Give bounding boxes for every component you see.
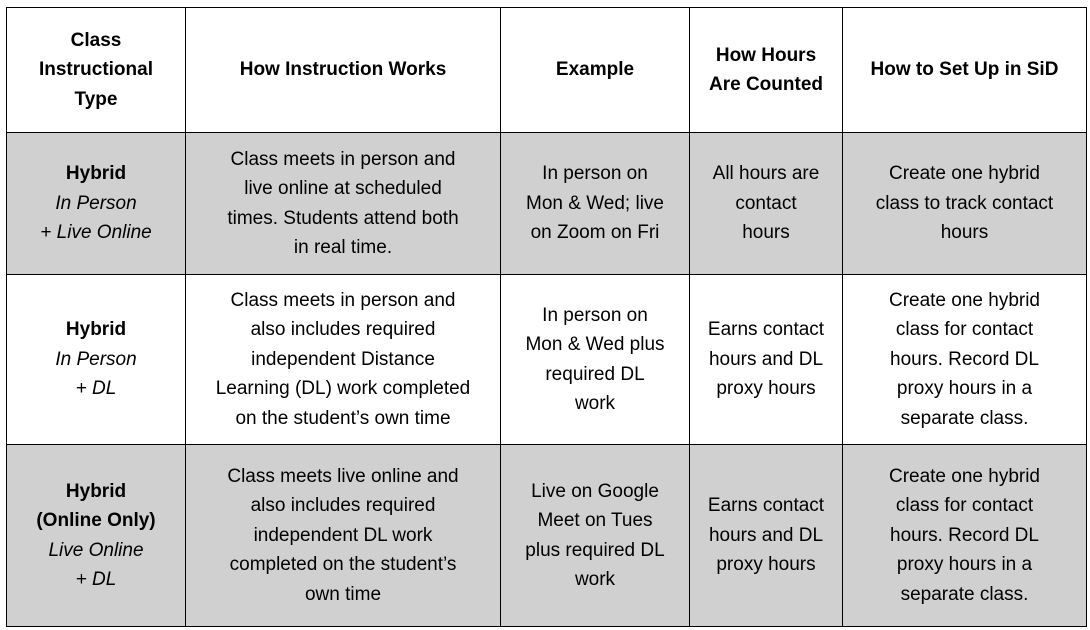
class-type-subtitle: + Live Online (40, 222, 152, 244)
cell-how-instruction-works (186, 445, 501, 627)
cell-setup-in-sid (843, 445, 1087, 627)
cell-class-type (7, 275, 186, 445)
cell-line: in real time. (293, 237, 393, 258)
cell-line: Create one hybrid (888, 163, 1041, 185)
cell-setup-in-sid (843, 275, 1087, 445)
cell-line: Create one hybrid (888, 289, 1041, 311)
cell-how-instruction-works (186, 133, 501, 275)
cell-line: work (574, 393, 616, 414)
class-type-subtitle: + DL (75, 378, 117, 400)
header-example (501, 8, 690, 133)
header-line: Type (74, 88, 118, 110)
class-type-subtitle: In Person (55, 348, 137, 370)
cell-hours-counted (690, 275, 843, 445)
class-type-subtitle: In Person (55, 192, 137, 214)
cell-how-instruction-works (186, 275, 501, 445)
cell-line: Learning (DL) work completed (215, 378, 471, 400)
cell-line: live online at scheduled (244, 178, 442, 199)
cell-class-type (7, 445, 186, 627)
cell-example (501, 445, 690, 627)
cell-line: Class meets in person and (230, 289, 456, 311)
header-line: How Hours (715, 44, 817, 66)
cell-hours-counted (690, 445, 843, 627)
cell-line: plus required DL (525, 539, 665, 561)
cell-line: proxy hours in a (896, 378, 1033, 400)
cell-line: proxy hours in a (896, 554, 1033, 576)
cell-line: hours. Record DL (890, 524, 1039, 546)
cell-class-type (7, 133, 186, 275)
cell-line: Mon & Wed; live (526, 192, 664, 214)
table-row (7, 445, 1087, 627)
cell-line: required DL (545, 363, 645, 385)
cell-line: times. Students attend both (227, 207, 459, 229)
header-setup-in-sid (843, 8, 1087, 133)
header-class-type (7, 8, 186, 133)
cell-line: hours and DL (708, 348, 824, 370)
class-type-title: Hybrid (65, 480, 127, 502)
cell-line: class for contact (895, 495, 1034, 517)
cell-line: independent Distance (251, 348, 435, 370)
cell-line: In person on (542, 304, 648, 326)
cell-line: All hours are (712, 163, 820, 185)
cell-line: Earns contact (707, 495, 825, 517)
header-how-instruction-works (186, 8, 501, 133)
cell-line: work (574, 569, 616, 590)
cell-line: proxy hours (716, 378, 816, 400)
cell-line: on the student’s own time (235, 407, 451, 429)
cell-line: completed on the student’s (229, 554, 457, 576)
cell-line: separate class. (900, 407, 1029, 429)
hybrid-class-types-table (6, 7, 1087, 627)
table-row (7, 275, 1087, 445)
cell-setup-in-sid (843, 133, 1087, 275)
cell-line: Mon & Wed plus (525, 334, 665, 355)
class-type-subtitle: + DL (75, 569, 117, 590)
class-type-title: Hybrid (65, 163, 127, 185)
cell-line: also includes required (250, 495, 436, 517)
header-line: Are Counted (709, 74, 823, 95)
cell-line: independent DL work (253, 524, 433, 546)
header-line: Class (70, 29, 122, 51)
header-line: How to Set Up in SiD (870, 59, 1059, 81)
header-line: Example (555, 59, 635, 81)
cell-line: also includes required (250, 319, 436, 341)
cell-line: Meet on Tues (537, 510, 653, 531)
cell-line: on Zoom on Fri (530, 222, 660, 244)
cell-hours-counted (690, 133, 843, 275)
cell-example (501, 275, 690, 445)
cell-line: Class meets in person and (230, 148, 456, 170)
cell-line: separate class. (900, 583, 1029, 605)
cell-line: hours and DL (708, 524, 824, 546)
cell-example (501, 133, 690, 275)
class-type-title: Hybrid (65, 319, 127, 341)
cell-line: Earns contact (707, 319, 825, 341)
class-type-title: (Online Only) (36, 510, 156, 531)
table-row (7, 133, 1087, 275)
cell-line: class to track contact (875, 192, 1054, 214)
cell-line: hours (940, 222, 989, 244)
cell-line: In person on (542, 163, 648, 185)
cell-line: Live on Google (531, 480, 659, 502)
cell-line: own time (304, 583, 382, 605)
header-how-hours-counted (690, 8, 843, 133)
header-line: Instructional (38, 59, 153, 81)
header-line: How Instruction Works (239, 59, 447, 81)
cell-line: hours. Record DL (890, 348, 1039, 370)
cell-line: proxy hours (716, 554, 816, 576)
class-type-subtitle: Live Online (48, 539, 144, 561)
header-row (7, 8, 1087, 133)
cell-line: hours (742, 222, 790, 244)
cell-line: class for contact (895, 319, 1034, 341)
cell-line: contact (735, 192, 797, 214)
cell-line: Create one hybrid (888, 465, 1041, 487)
cell-line: Class meets live online and (227, 465, 459, 487)
